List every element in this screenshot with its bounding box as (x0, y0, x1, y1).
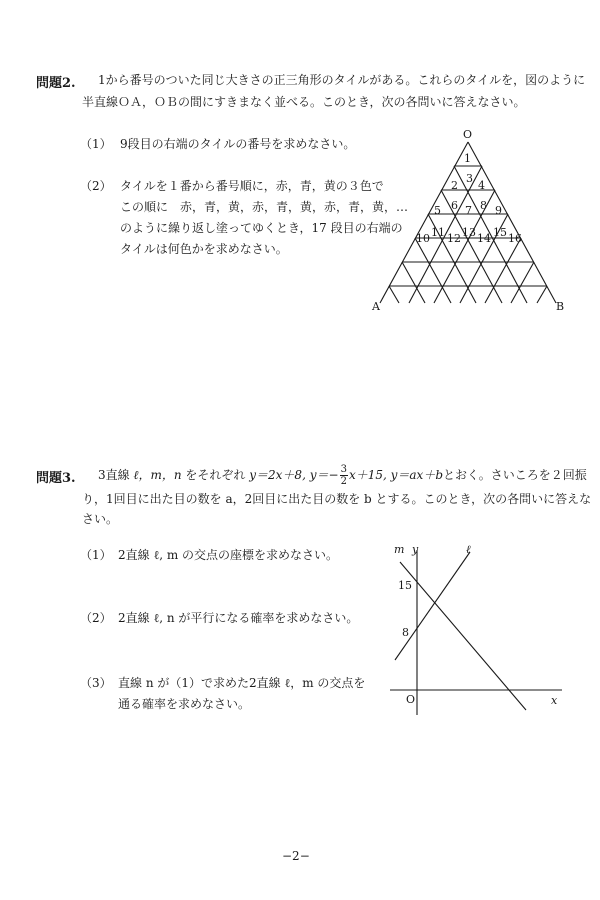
tile-number: 9 (495, 204, 502, 217)
triangle-tile-figure (370, 128, 580, 318)
problem3-q3-line1: 直線 n が（1）で求めた2直線 ℓ，m の交点を (118, 676, 366, 690)
tile-number: 1 (464, 152, 471, 165)
problem3-intro-line3: さい。 (82, 512, 119, 526)
problem3-q1-number: （1） (80, 548, 112, 562)
problem3-intro-line1 (98, 462, 587, 488)
problem3-equation-m-suffix: x＋15, (348, 468, 387, 482)
tile-number: 2 (451, 179, 458, 192)
tile-number: 11 (431, 226, 445, 239)
figure-label-o: O (463, 128, 473, 141)
tile-number: 13 (462, 226, 476, 239)
problem3-q3-number: （3） (80, 676, 112, 690)
tile-number: 15 (493, 226, 507, 239)
problem3-line-names: ℓ，m，n (133, 468, 182, 482)
problem2-q2-line1: タイルを１番から番号順に，赤，青，黄の３色で (120, 179, 384, 193)
problem3-intro-c: とおく。さいころを２回振 (443, 468, 587, 482)
graph-label-8: 8 (402, 626, 409, 639)
problem3-equation-l: y＝2x＋8, (249, 468, 306, 482)
problem2-intro-line1: 1から番号のついた同じ大きさの正三角形のタイルがある。これらのタイルを，図のように (98, 73, 586, 87)
problem3-fraction (340, 464, 348, 487)
tile-number: 3 (466, 172, 473, 185)
problem2-q2-line3: のように繰り返し塗ってゆくとき，17 段目の右端の (120, 221, 403, 235)
problem3-equation-n: y＝ax＋b (390, 468, 444, 482)
problem2-q2-line4: タイルは何色かを求めなさい。 (120, 242, 288, 256)
problem2-q1-text: 9段目の右端のタイルの番号を求めなさい。 (120, 137, 356, 151)
problem3-intro-a: 3直線 (98, 468, 130, 482)
problem3-equation-m-prefix: y＝− (309, 468, 339, 482)
problem3-q1-text: 2直線 ℓ, m の交点の座標を求めなさい。 (118, 548, 339, 562)
fraction-denominator: 2 (340, 476, 347, 487)
tile-number: 5 (434, 204, 441, 217)
tile-number: 7 (465, 204, 472, 217)
figure-label-b: B (556, 300, 565, 313)
tile-number: 10 (416, 232, 430, 245)
problem3-intro-line2: り，1回目に出た目の数を a，2回目に出た目の数を b とする。このとき，次の各問いに答えな (82, 492, 592, 506)
tile-number: 14 (477, 232, 491, 245)
tile-number: 4 (478, 179, 485, 192)
tile-number: 12 (447, 232, 461, 245)
graph-label-y: y (412, 543, 419, 556)
graph-label-l: ℓ (466, 543, 471, 556)
line-m (400, 562, 526, 710)
tile-number: 16 (508, 232, 522, 245)
page-number: −2− (282, 849, 310, 863)
problem2-q1-number: （1） (80, 137, 112, 151)
graph-label-origin: O (406, 693, 416, 706)
problem3-q3-line2: 通る確率を求めなさい。 (118, 697, 251, 711)
problem3-title: 問題3. (36, 471, 76, 486)
problem2-title: 問題2. (36, 76, 76, 91)
line-l (395, 552, 470, 660)
problem3-q2-number: （2） (80, 611, 112, 625)
figure-label-a: A (372, 300, 380, 313)
graph-label-x: x (551, 694, 558, 707)
fraction-numerator: 3 (340, 464, 347, 475)
problem3-q2-text: 2直線 ℓ, n が平行になる確率を求めなさい。 (118, 611, 359, 625)
tile-number: 6 (451, 199, 458, 212)
tile-number: 8 (480, 199, 487, 212)
problem2-q2-number: （2） (80, 179, 112, 193)
graph-label-m: m (394, 543, 405, 556)
problem2-q2-line2: この順に 赤，青，黄，赤，青，黄，赤，青，黄，… (120, 200, 409, 214)
graph-label-15: 15 (398, 579, 412, 592)
problem2-intro-line2: 半直線ＯＡ，ＯＢの間にすきまなく並べる。このとき，次の各問いに答えなさい。 (82, 95, 526, 109)
problem3-intro-b: をそれぞれ (185, 468, 246, 482)
